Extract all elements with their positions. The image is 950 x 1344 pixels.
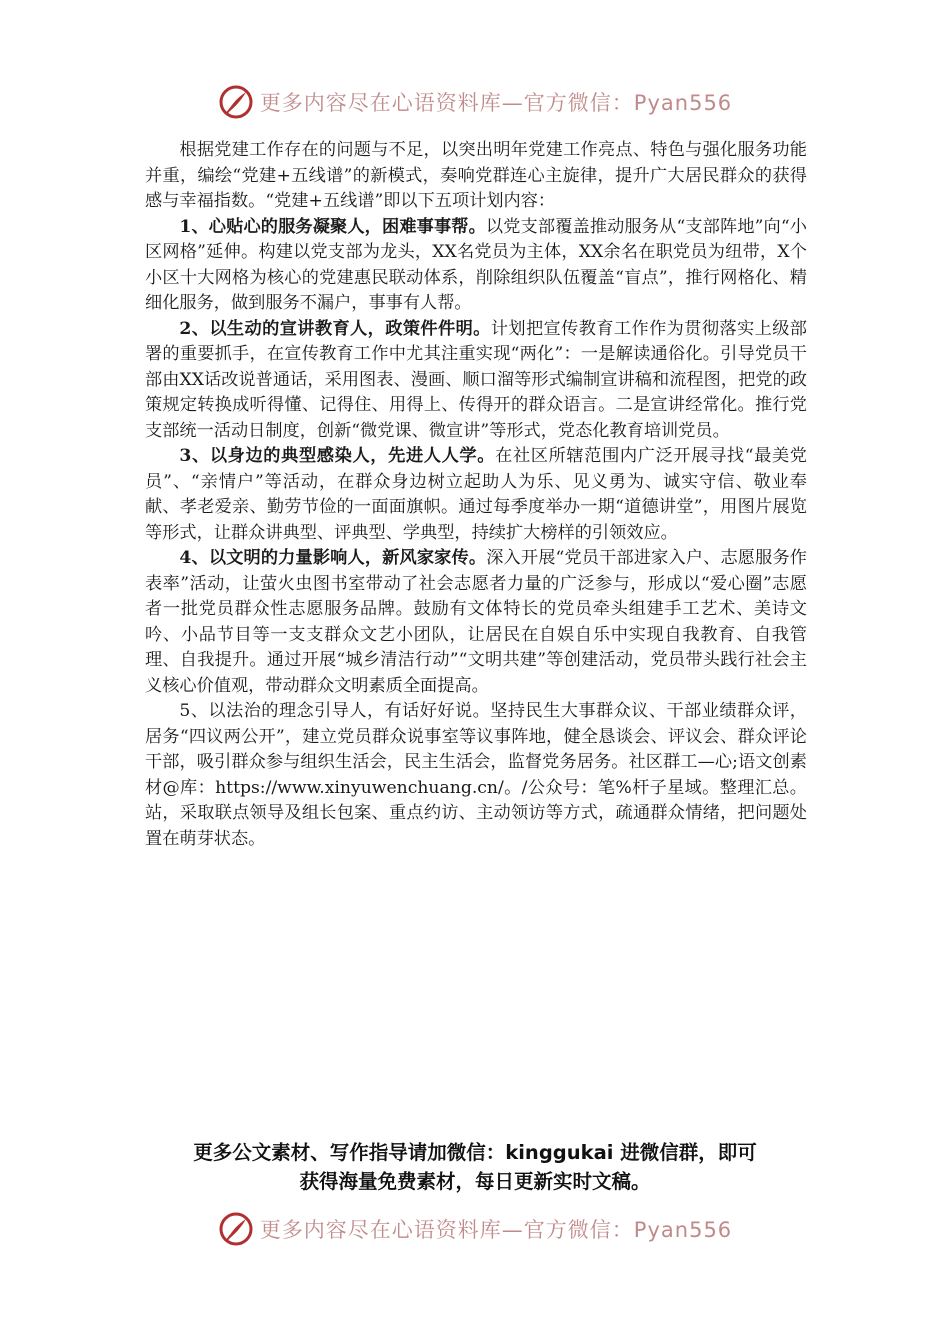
- intro-paragraph: 根据党建工作存在的问题与不足，以突出明年党建工作亮点、特色与强化服务功能并重，编绘“党建+五线谱”的新模式，奏响党群连心主旋律，提升广大居民群众的获得感与幸福指数。“党建+五线谱”即以下五项计划内容：: [145, 140, 807, 211]
- plan-item-heading: 1、心贴心的服务凝聚人，困难事事帮。: [179, 216, 486, 237]
- plan-item-text: 计划把宣传教育工作作为贯彻落实上级部署的重要抓手，在宣传教育工作中尤其注重实现“两化”：一是解读通俗化。引导党员干部由XX话改说普通话，采用图表、漫画、顺口溜等形式编制宣讲稿和流程图，把党的政策规定转换成听得懂、记得住、用得上、传得开的群众语言。二是宣讲经常化。推行党支部统一活动日制度，创新“微党课、微宣讲”等形式，党态化教育培训党员。: [145, 318, 807, 441]
- plan-item-5: [145, 699, 807, 852]
- footer-watermark-banner: [0, 1209, 950, 1249]
- plan-item-4: [145, 546, 807, 699]
- plan-item-heading: 3、以身边的典型感染人，先进人人学。: [179, 446, 496, 466]
- header-watermark-banner: [0, 82, 950, 122]
- document-body: [145, 138, 807, 852]
- plan-item-2: [145, 317, 807, 445]
- plan-item-text: 深入开展“党员干部进家入户、志愿服务作表率”活动，让萤火虫图书室带动了社会志愿者力量的广泛参与，形成以“爱心圈”志愿者一批党员群众性志愿服务品牌。鼓励有文体特长的党员牵头组建手工艺术、美诗文吟、小品节目等一支支群众文艺小团队，让居民在自娱自乐中实现自我教育、自我管理、自我提升。通过开展“城乡清洁行动”“文明共建”等创建活动，党员带头践行社会主义核心价值观，带动群众文明素质全面提高。: [145, 548, 807, 696]
- promo-notice: [130, 1138, 820, 1196]
- promo-line-1: 更多公文素材、写作指导请加微信：kinggukai 进微信群，即可: [193, 1141, 757, 1164]
- promo-line-2: 获得海量免费素材，每日更新实时文稿。: [299, 1170, 651, 1193]
- plan-item-text: 以党支部覆盖推动服务从“支部阵地”向“小区网格”延伸。构建以党支部为龙头，XX名党员为主体，XX余名在职党员为纽带，X个小区十大网格为核心的党建惠民联动体系，削除组织队伍覆盖“盲点”，推行网格化、精细化服务，做到服务不漏户，事事有人帮。: [145, 216, 807, 313]
- plan-item-1: [145, 215, 807, 317]
- plan-item-text: 5、以法治的理念引导人，有话好好说。坚持民生大事群众议、干部业绩群众评，居务“四议两公开”，建立党员群众说事室等议事阵地，健全恳谈会、评议会、群众评论干部，吸引群众参与组织生活会，民主生活会，监督党务居务。社区群工—心;语文创素材@库：https://www.xinyuwenchuang.cn/。/公众号：笔%杆子星域。整理汇总。站，采取联点领导及组长包案、重点约访、主动领访等方式，疏通群众情绪，把问题处置在萌芽状态。: [145, 701, 807, 849]
- plan-item-3: [145, 444, 807, 546]
- plan-item-text: 在社区所辖范围内广泛开展寻找“最美党员”、“亲情户”等活动，在群众身边树立起助人为乐、见义勇为、诚实守信、敬业奉献、孝老爱亲、勤劳节俭的一面面旗帜。通过每季度举办一期“道德讲堂”，用图片展览等形式，让群众讲典型、评典型、学典型，持续扩大榜样的引领效应。: [145, 446, 807, 543]
- quill-pen-logo-icon: [218, 84, 254, 120]
- plan-item-heading: 4、以文明的力量影响人，新风家家传。: [179, 548, 487, 568]
- plan-item-heading: 2、以生动的宣讲教育人，政策件件明。: [179, 318, 491, 339]
- header-banner-text: 更多内容尽在心语资料库—官方微信：Pyan556: [259, 91, 733, 115]
- quill-pen-logo-icon: [218, 1211, 254, 1247]
- footer-banner-text: 更多内容尽在心语资料库—官方微信：Pyan556: [259, 1218, 733, 1242]
